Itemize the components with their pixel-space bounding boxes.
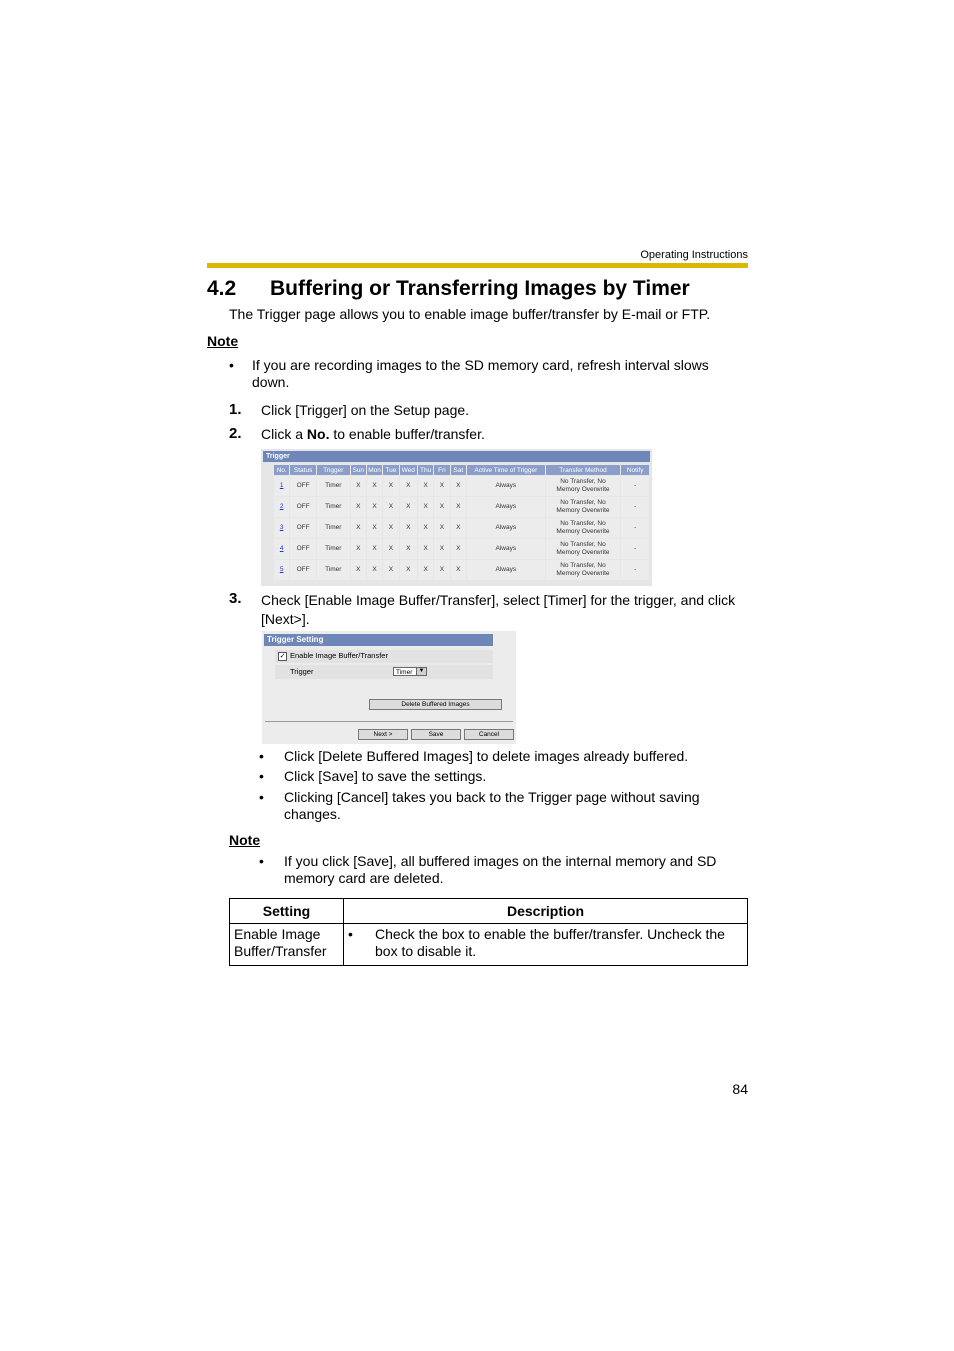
table-row	[274, 539, 649, 559]
running-header: Operating Instructions	[640, 249, 748, 261]
trigger-type: Timer	[317, 476, 350, 496]
day-flag: X	[383, 497, 398, 517]
day-flag: X	[451, 497, 466, 517]
bullet-glyph: •	[259, 748, 264, 764]
day-flag: X	[351, 497, 366, 517]
transfer-method-line: Memory Overwrite	[556, 549, 610, 556]
step-text-part: to enable buffer/transfer.	[329, 426, 485, 442]
day-flag: X	[383, 560, 398, 580]
day-flag: X	[434, 518, 449, 538]
trigger-number-link[interactable]: 3	[274, 518, 289, 538]
trigger-number-link[interactable]: 5	[274, 560, 289, 580]
day-flag: X	[351, 518, 366, 538]
note-item	[229, 357, 729, 391]
setting-description-text: Check the box to enable the buffer/transfer. Uncheck the box to disable it.	[375, 926, 725, 959]
notify-flag: -	[621, 518, 649, 538]
settings-table	[229, 898, 748, 966]
day-flag: X	[367, 560, 382, 580]
day-flag: X	[400, 560, 417, 580]
note-heading: Note	[207, 333, 239, 349]
day-flag: X	[367, 497, 382, 517]
trigger-status: OFF	[290, 518, 316, 538]
day-flag: X	[418, 497, 433, 517]
transfer-method-line: Memory Overwrite	[556, 486, 610, 493]
transfer-method-line: No Transfer, No	[560, 541, 606, 548]
day-flag: X	[367, 518, 382, 538]
step-number: 2.	[229, 425, 242, 442]
setting-description	[344, 924, 748, 966]
trigger-setting-title: Trigger Setting	[264, 634, 493, 646]
day-flag: X	[367, 476, 382, 496]
enable-buffer-row	[275, 650, 493, 663]
page-number: 84	[732, 1081, 748, 1097]
trigger-type: Timer	[317, 497, 350, 517]
section-intro: The Trigger page allows you to enable image buffer/transfer by E-mail or FTP.	[229, 306, 711, 322]
active-time: Always	[467, 518, 545, 538]
table-row	[274, 476, 649, 496]
transfer-method-line: Memory Overwrite	[556, 528, 610, 535]
section-title-text: Buffering or Transferring Images by Timer	[270, 277, 690, 300]
col-header: Wed	[400, 465, 417, 475]
trigger-table	[273, 464, 650, 581]
table-row	[274, 518, 649, 538]
col-header: Transfer Method	[546, 465, 621, 475]
bullet-glyph: •	[259, 853, 264, 869]
day-flag: X	[351, 476, 366, 496]
list-item-text: Click [Save] to save the settings.	[284, 768, 487, 784]
step-number: 3.	[229, 590, 242, 607]
list-item	[259, 789, 748, 823]
trigger-status: OFF	[290, 539, 316, 559]
transfer-method-line: No Transfer, No	[560, 520, 606, 527]
trigger-number-link[interactable]: 2	[274, 497, 289, 517]
day-flag: X	[451, 518, 466, 538]
notify-flag: -	[621, 539, 649, 559]
trigger-status: OFF	[290, 476, 316, 496]
col-header: Mon	[368, 466, 381, 474]
col-header: Notify	[621, 465, 649, 475]
day-flag: X	[400, 476, 417, 496]
trigger-select[interactable]	[393, 667, 427, 676]
table-row	[274, 560, 649, 580]
day-flag: X	[434, 497, 449, 517]
trigger-label: Trigger	[290, 667, 314, 676]
col-header: Trigger	[317, 465, 350, 475]
day-flag: X	[367, 539, 382, 559]
next-button[interactable]: Next >	[358, 729, 408, 740]
day-flag: X	[400, 518, 417, 538]
day-flag: X	[451, 476, 466, 496]
step-text-part: Click a	[261, 426, 307, 442]
delete-buffered-images-button[interactable]: Delete Buffered Images	[369, 699, 502, 710]
day-flag: X	[383, 539, 398, 559]
transfer-method	[546, 476, 621, 496]
col-header: Description	[344, 899, 748, 924]
trigger-type: Timer	[317, 560, 350, 580]
chevron-down-icon: ▼	[416, 668, 426, 675]
list-item-text: Click [Delete Buffered Images] to delete images already buffered.	[284, 748, 689, 764]
day-flag: X	[451, 560, 466, 580]
trigger-page-screenshot	[261, 449, 652, 586]
bullet-glyph: •	[348, 926, 353, 942]
enable-buffer-label: Enable Image Buffer/Transfer	[290, 651, 388, 660]
notify-flag: -	[621, 560, 649, 580]
trigger-number-link[interactable]: 1	[274, 476, 289, 496]
trigger-table-header	[274, 465, 649, 475]
trigger-select-value: Timer	[396, 669, 413, 676]
step-text	[261, 426, 485, 443]
day-flag: X	[383, 518, 398, 538]
day-flag: X	[400, 497, 417, 517]
list-item	[259, 768, 748, 785]
transfer-method	[546, 560, 621, 580]
settings-table-header	[230, 899, 748, 924]
note-item-text: If you click [Save], all buffered images on the internal memory and SD memory card are deleted.	[284, 853, 717, 886]
setting-name: Enable Image Buffer/Transfer	[230, 924, 344, 966]
transfer-method	[546, 518, 621, 538]
cancel-button[interactable]: Cancel	[464, 729, 514, 740]
day-flag: X	[351, 560, 366, 580]
col-header: Fri	[434, 465, 449, 475]
transfer-method-line: Memory Overwrite	[556, 570, 610, 577]
col-header: Tue	[383, 465, 398, 475]
step-text: Click [Trigger] on the Setup page.	[261, 402, 470, 418]
transfer-method-line: No Transfer, No	[560, 562, 606, 569]
active-time: Always	[467, 560, 545, 580]
day-flag: X	[418, 476, 433, 496]
trigger-type: Timer	[317, 539, 350, 559]
note-item	[259, 853, 748, 887]
section-number: 4.2	[207, 277, 237, 300]
step-text-bold: No.	[306, 426, 330, 442]
transfer-method	[546, 497, 621, 517]
day-flag: X	[351, 539, 366, 559]
bullet-glyph: •	[259, 789, 264, 805]
day-flag: X	[418, 518, 433, 538]
transfer-method-line: No Transfer, No	[560, 499, 606, 506]
day-flag: X	[400, 539, 417, 559]
enable-buffer-checkbox[interactable]: ✓	[279, 653, 286, 660]
transfer-method-line: Memory Overwrite	[556, 507, 610, 514]
col-header: Active Time of Trigger	[467, 465, 545, 475]
day-flag: X	[434, 476, 449, 496]
trigger-row	[275, 665, 493, 679]
trigger-setting-screenshot	[262, 631, 516, 744]
trigger-status: OFF	[290, 497, 316, 517]
col-header: Thu	[418, 465, 433, 475]
step-text: Check [Enable Image Buffer/Transfer], select [Timer] for the trigger, and click [Next>].	[261, 592, 736, 627]
day-flag: X	[434, 560, 449, 580]
bullet-glyph: •	[259, 768, 264, 784]
bullet-glyph: •	[229, 357, 234, 373]
divider	[265, 721, 513, 722]
notify-flag: -	[621, 476, 649, 496]
transfer-method	[546, 539, 621, 559]
day-flag: X	[451, 539, 466, 559]
notify-flag: -	[621, 497, 649, 517]
note-heading: Note	[229, 832, 261, 848]
col-header: Sat	[451, 465, 466, 475]
active-time: Always	[467, 497, 545, 517]
list-item	[259, 748, 748, 765]
note-item-text: If you are recording images to the SD memory card, refresh interval slows down.	[252, 357, 709, 390]
day-flag: X	[383, 476, 398, 496]
active-time: Always	[467, 476, 545, 496]
section-title	[207, 277, 690, 301]
trigger-panel-title: Trigger	[263, 451, 650, 462]
active-time: Always	[467, 539, 545, 559]
trigger-type: Timer	[317, 518, 350, 538]
table-row	[230, 924, 748, 966]
trigger-number-link[interactable]: 4	[274, 539, 289, 559]
step-number: 1.	[229, 401, 242, 418]
day-flag: X	[434, 539, 449, 559]
table-row	[274, 497, 649, 517]
col-header: Setting	[230, 899, 344, 924]
day-flag: X	[418, 539, 433, 559]
col-header: No.	[274, 465, 289, 475]
col-header: Sun	[352, 466, 365, 474]
trigger-status: OFF	[290, 560, 316, 580]
header-rule	[207, 263, 748, 268]
list-item-text: Clicking [Cancel] takes you back to the Trigger page without saving changes.	[284, 789, 700, 822]
save-button[interactable]: Save	[411, 729, 461, 740]
col-header: Status	[290, 465, 316, 475]
day-flag: X	[418, 560, 433, 580]
transfer-method-line: No Transfer, No	[560, 478, 606, 485]
